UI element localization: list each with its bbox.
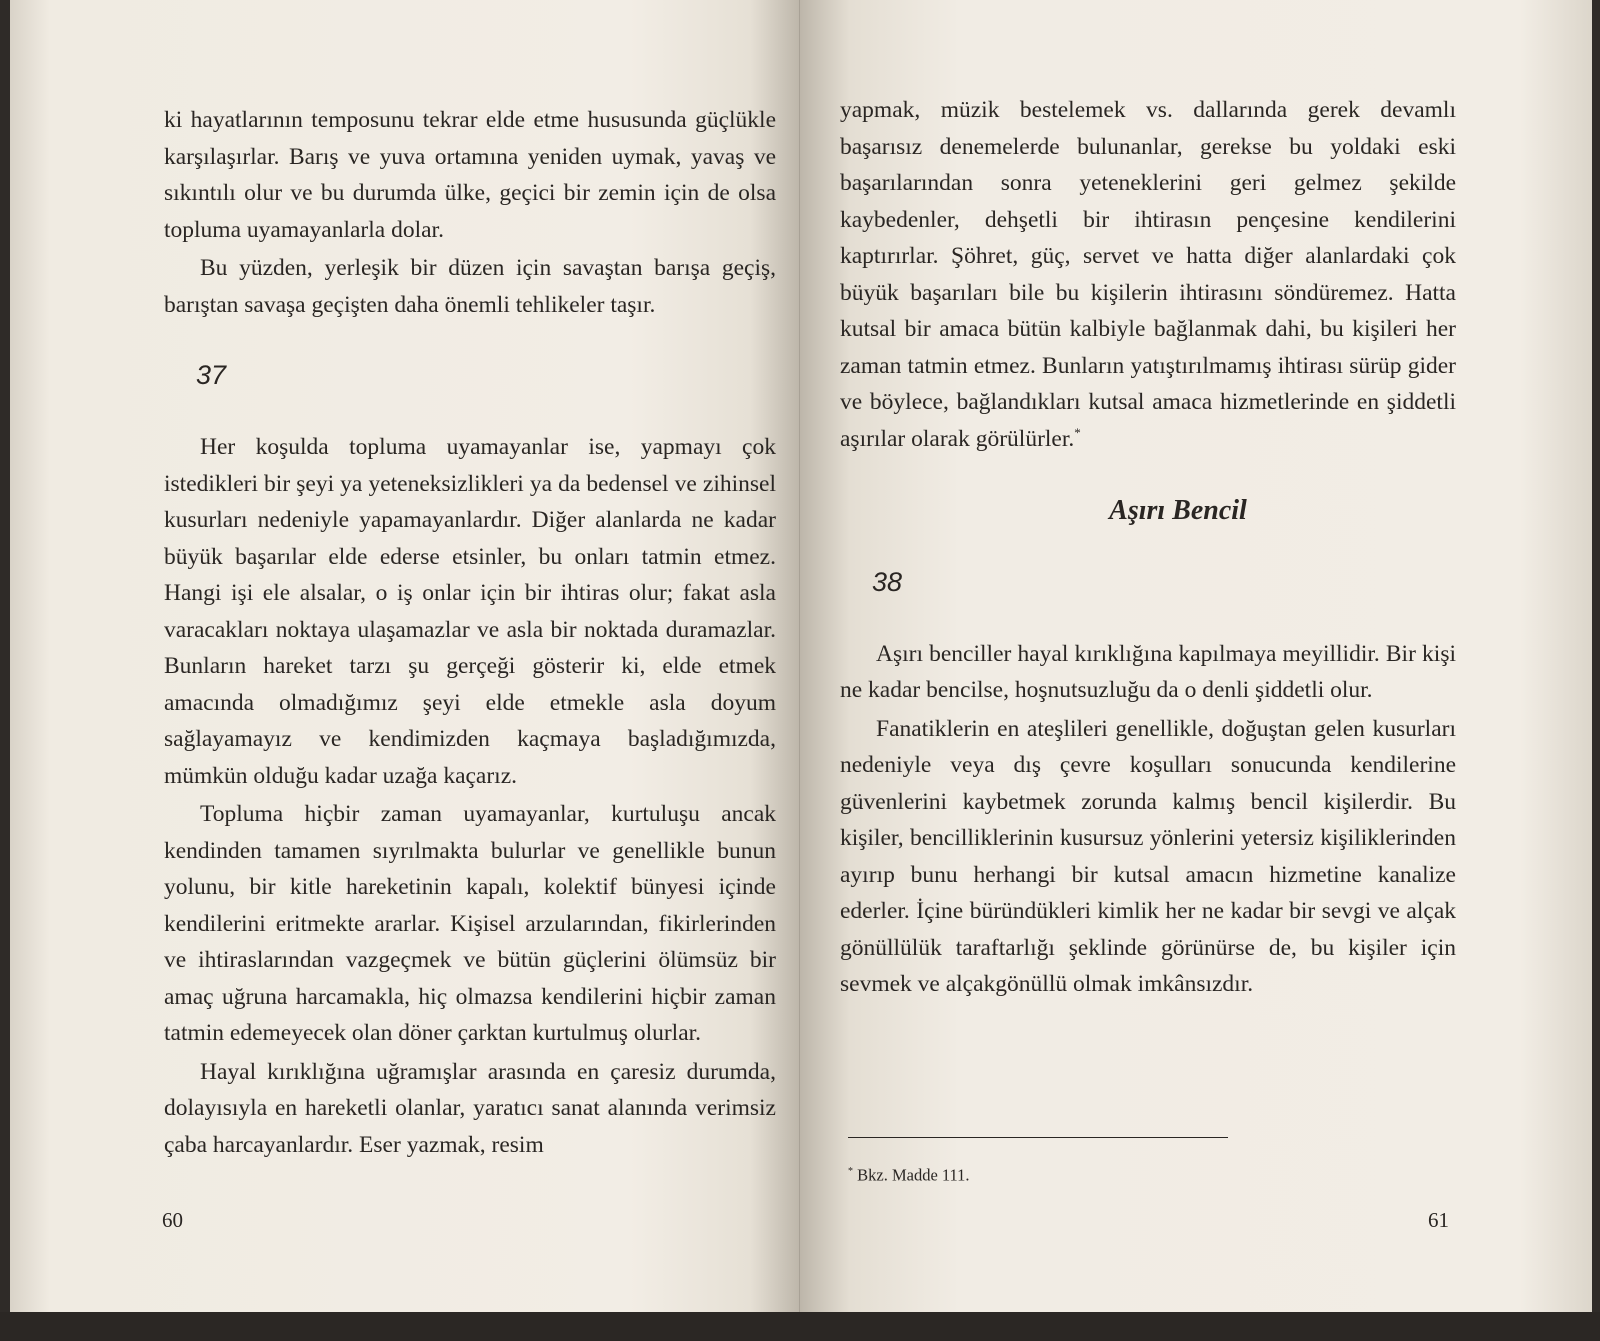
footnote-divider	[848, 1137, 1228, 1138]
paragraph: Fanatiklerin en ateşlileri genellikle, doğuştan gelen kusurları nedeniyle veya dış çevre koşulları sonucunda kendilerine güvenlerini kaybetmek zorunda kalmış bencil kişilerdir. Bu kişiler, bencilliklerinin kusursuz yönlerini yetersiz kişiliklerinden ayırıp bunu herhangi bir kutsal amacın hizmetine kanalize ederler. İçine büründükleri kimlik her ne kadar bir sevgi ve alçak gönüllülük taraftarlığı şeklinde görünürse de, bu kişiler için sevmek ve alçakgönüllü olmak imkânsızdır.	[840, 715, 1456, 997]
paragraph-text: yapmak, müzik bestelemek vs. dallarında gerek devamlı başarısız denemelerde bulunanlar, gerekse bu yoldaki eski başarılarından sonra yeteneklerini geri gelmez şekilde kaybedenler, dehşetli bir ihtirasın pençesine kendilerini kaptırırlar. Şöhret, güç, servet ve hatta diğer alanlardaki çok büyük başarıları bile bu kişilerin ihtirasını söndüremez. Hatta kutsal bir amaca bütün kalbiyle bağlanmak dahi, bu kişileri her zaman tatmin etmez. Bunların yatıştırılmamış ihtirası sürüp gider ve böylece, bağlandıkları kutsal amaca hizmetlerinde en şiddetli aşırılar olarak görülürler.	[840, 97, 1456, 452]
right-page	[800, 0, 1592, 1341]
footnote-marker: *	[1074, 424, 1081, 440]
paragraph: Her koşulda topluma uyamayanlar ise, yapmayı çok istedikleri bir şeyi ya yeteneksizlikleri ya da bedensel ve zihinsel kusurları nedeniyle yapamayanlardır. Diğer alanlarda ne kadar büyük başarılar elde ederse etsinler, bu onları tatmin etmez. Hangi işi ele alsalar, o iş onlar için bir ihtiras olur; fakat asla varacakları noktaya ulaşamazlar ve asla bir noktada duramazlar. Bunların hareket tarzı şu gerçeği gösterir ki, elde etmek amacında olmadığımız şeyi elde etmekle asla doyum sağlayamayız ve kendimizden kaçmaya başladığımızda, mümkün olduğu kadar uzağa kaçarız.	[164, 434, 776, 789]
paragraph: Aşırı benciller hayal kırıklığına kapılmaya meyillidir. Bir kişi ne kadar bencilse, hoşnutsuzluğu da o denli şiddetli olur.	[840, 640, 1456, 703]
section-title: Aşırı Bencil	[1109, 495, 1247, 526]
section-number: 37	[196, 360, 227, 390]
footnote	[848, 1162, 970, 1186]
scan-bottom-edge	[0, 1312, 1600, 1341]
paragraph: Topluma hiçbir zaman uyamayanlar, kurtuluşu ancak kendinden tamamen sıyrılmakta bulurlar ve genellikle bunun yolunu, bir kitle hareketinin kapalı, kolektif bünyesi içinde kendilerini eritmekte ararlar. Kişisel arzularından, fikirlerinden ve ihtiraslarından vazgeçmek ve bütün güçlerini ölümsüz bir amaç uğruna harcamakla, hiç olmazsa kendilerini hiçbir zaman tatmin edemeyecek olan döner çarktan kurtulmuş olurlar.	[164, 801, 776, 1046]
page-number: 60	[162, 1208, 183, 1232]
page-number: 61	[1428, 1208, 1449, 1232]
paragraph	[840, 92, 1456, 457]
paragraph: ki hayatlarının temposunu tekrar elde etme hususunda güçlükle karşılaşırlar. Barış ve yuva ortamına yeniden uymak, yavaş ve sıkıntılı olur ve bu durumda ülke, geçici bir zemin için de olsa topluma uyamayanlarla dolar.	[164, 107, 776, 243]
left-page-text	[164, 102, 776, 1163]
right-page-text	[840, 92, 1456, 1003]
footnote-marker: *	[848, 1166, 853, 1177]
footnote-text: Bkz. Madde 111.	[857, 1165, 970, 1185]
paragraph: Hayal kırıklığına uğramışlar arasında en çaresiz durumda, dolayısıyla en hareketli olanlar, yaratıcı sanat alanında verimsiz çaba harcayanlardır. Eser yazmak, resim	[164, 1058, 776, 1158]
left-page	[10, 0, 800, 1341]
paragraph: Bu yüzden, yerleşik bir düzen için savaştan barışa geçiş, barıştan savaşa geçişten daha önemli tehlikeler taşır.	[164, 255, 776, 318]
section-number: 38	[872, 566, 903, 597]
